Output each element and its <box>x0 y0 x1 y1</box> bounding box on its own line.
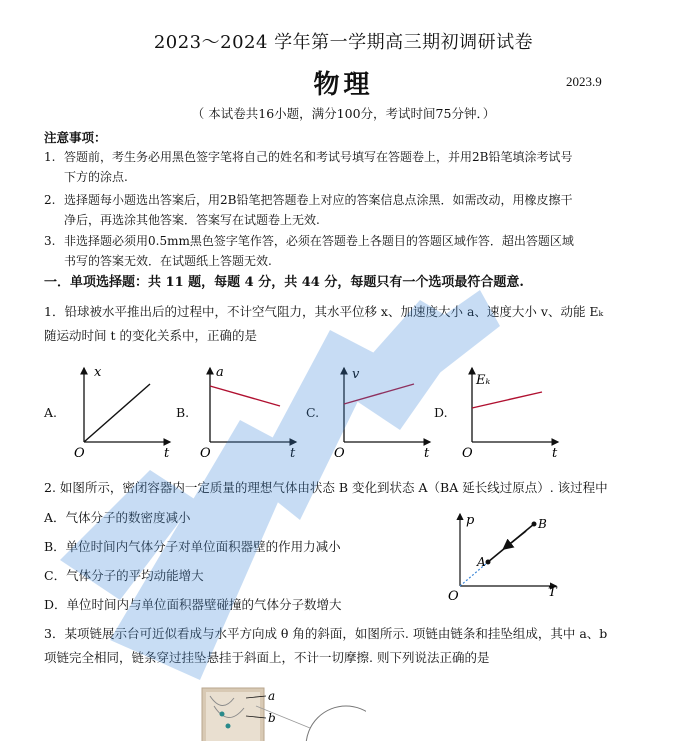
notice-heading: 注意事项： <box>44 130 107 145</box>
notice-item-text: 下方的涂点. <box>64 170 128 184</box>
curve-line <box>344 384 414 404</box>
curve-line <box>472 392 542 408</box>
notice-item-number: 3. <box>44 234 56 248</box>
notice-item-text: 答题前，考生务必用黑色签字笔将自己的姓名和考试号填写在答题卷上，并用2B铅笔填涂考试号 <box>64 150 573 164</box>
y-axis-label: a <box>216 365 224 380</box>
x-axis-label: T <box>548 585 557 600</box>
notice-item <box>44 147 634 187</box>
notice-item-number: 1. <box>44 150 56 164</box>
curve-line <box>210 386 280 406</box>
pt-diagram <box>444 506 574 606</box>
question-1 <box>44 300 634 348</box>
section-heading: 一．单项选择题：共 11 题，每题 4 分，共 44 分，每题只有一个选项最符合题意. <box>44 275 524 290</box>
x-axis-label: t <box>164 446 170 458</box>
point-a-label: A <box>477 555 486 569</box>
label-b: b <box>268 711 276 725</box>
graph-b <box>196 362 306 458</box>
x-axis-label: t <box>290 446 296 458</box>
point-b-label: B <box>538 517 547 531</box>
origin-label: O <box>334 446 345 458</box>
y-axis-label: v <box>352 367 360 382</box>
origin-label: O <box>448 589 459 604</box>
magnified-circle <box>306 706 366 741</box>
option-label-d: D. <box>434 405 448 420</box>
y-axis-label: Eₖ <box>476 373 491 388</box>
choice-d: D．单位时间内与单位面积器壁碰撞的气体分子数增大 <box>44 597 342 612</box>
notice-item-number: 2. <box>44 193 56 207</box>
x-axis-label: t <box>552 446 558 458</box>
y-axis-label: p <box>466 513 475 528</box>
process-arrow <box>506 531 526 547</box>
option-label-a: A. <box>44 405 58 420</box>
point-b <box>532 522 537 527</box>
question-text: 3．某项链展示台可近似看成与水平方向成 θ 角的斜面，如图所示. 项链由链条和挂坠组成，其中 a、b <box>44 626 608 641</box>
notice-item-text: 净后，再选涂其他答案．答案写在试题卷上无效. <box>64 213 320 227</box>
graph-d <box>458 362 568 458</box>
choice-a: A．气体分子的数密度减小 <box>44 510 191 525</box>
notice-item-text: 选择题每小题选出答案后，用2B铅笔把答题卷上对应的答案信息点涂黑．如需改动，用橡皮擦干 <box>64 193 573 207</box>
question-text: 随运动时间 t 的变化关系中，正确的是 <box>44 328 257 343</box>
exam-info: （ 本试卷共16小题，满分100分，考试时间75分钟．） <box>191 106 496 121</box>
notice-item-text: 书写的答案无效．在试题纸上答题无效. <box>64 254 272 268</box>
option-label-c: C. <box>306 405 320 420</box>
notice-item <box>44 190 634 230</box>
notice-item-text: 非选择题必须用0.5mm黑色签字笔作答，必须在答题卷上各题目的答题区域作答．超出答题区域 <box>64 234 574 248</box>
y-axis-label: x <box>94 365 102 380</box>
choice-b: B．单位时间内气体分子对单位面积器壁的作用力减小 <box>44 539 341 554</box>
curve-line <box>84 384 150 442</box>
graph-c <box>330 362 440 458</box>
question-text: 1．铅球被水平推出后的过程中，不计空气阻力，其水平位移 x、加速度大小 a、速度大小 v、动能 Eₖ <box>44 304 604 319</box>
question-2: 2. 如图所示，密闭容器内一定质量的理想气体由状态 B 变化到状态 A（BA 延长线过原点）. 该过程中 <box>44 480 608 495</box>
graph-a <box>70 362 180 458</box>
question-3 <box>44 622 664 670</box>
x-axis-label: t <box>424 446 430 458</box>
point-a <box>486 560 491 565</box>
necklace-photo <box>196 684 366 741</box>
pendant-a <box>220 712 225 717</box>
notice-item <box>44 231 634 271</box>
origin-label: O <box>74 446 85 458</box>
origin-label: O <box>462 446 473 458</box>
exam-date: 2023.9 <box>566 74 602 89</box>
choice-c: C．气体分子的平均动能增大 <box>44 568 204 583</box>
exam-title: 2023～2024 学年第一学期高三期初调研试卷 <box>153 32 534 53</box>
question-text: 项链完全相同，链条穿过挂坠悬挂于斜面上，不计一切摩擦. 则下列说法正确的是 <box>44 650 490 665</box>
subject-title: 物理 <box>313 70 374 100</box>
label-a: a <box>268 689 276 703</box>
option-label-b: B. <box>176 405 190 420</box>
pendant-b <box>226 724 231 729</box>
origin-label: O <box>200 446 211 458</box>
